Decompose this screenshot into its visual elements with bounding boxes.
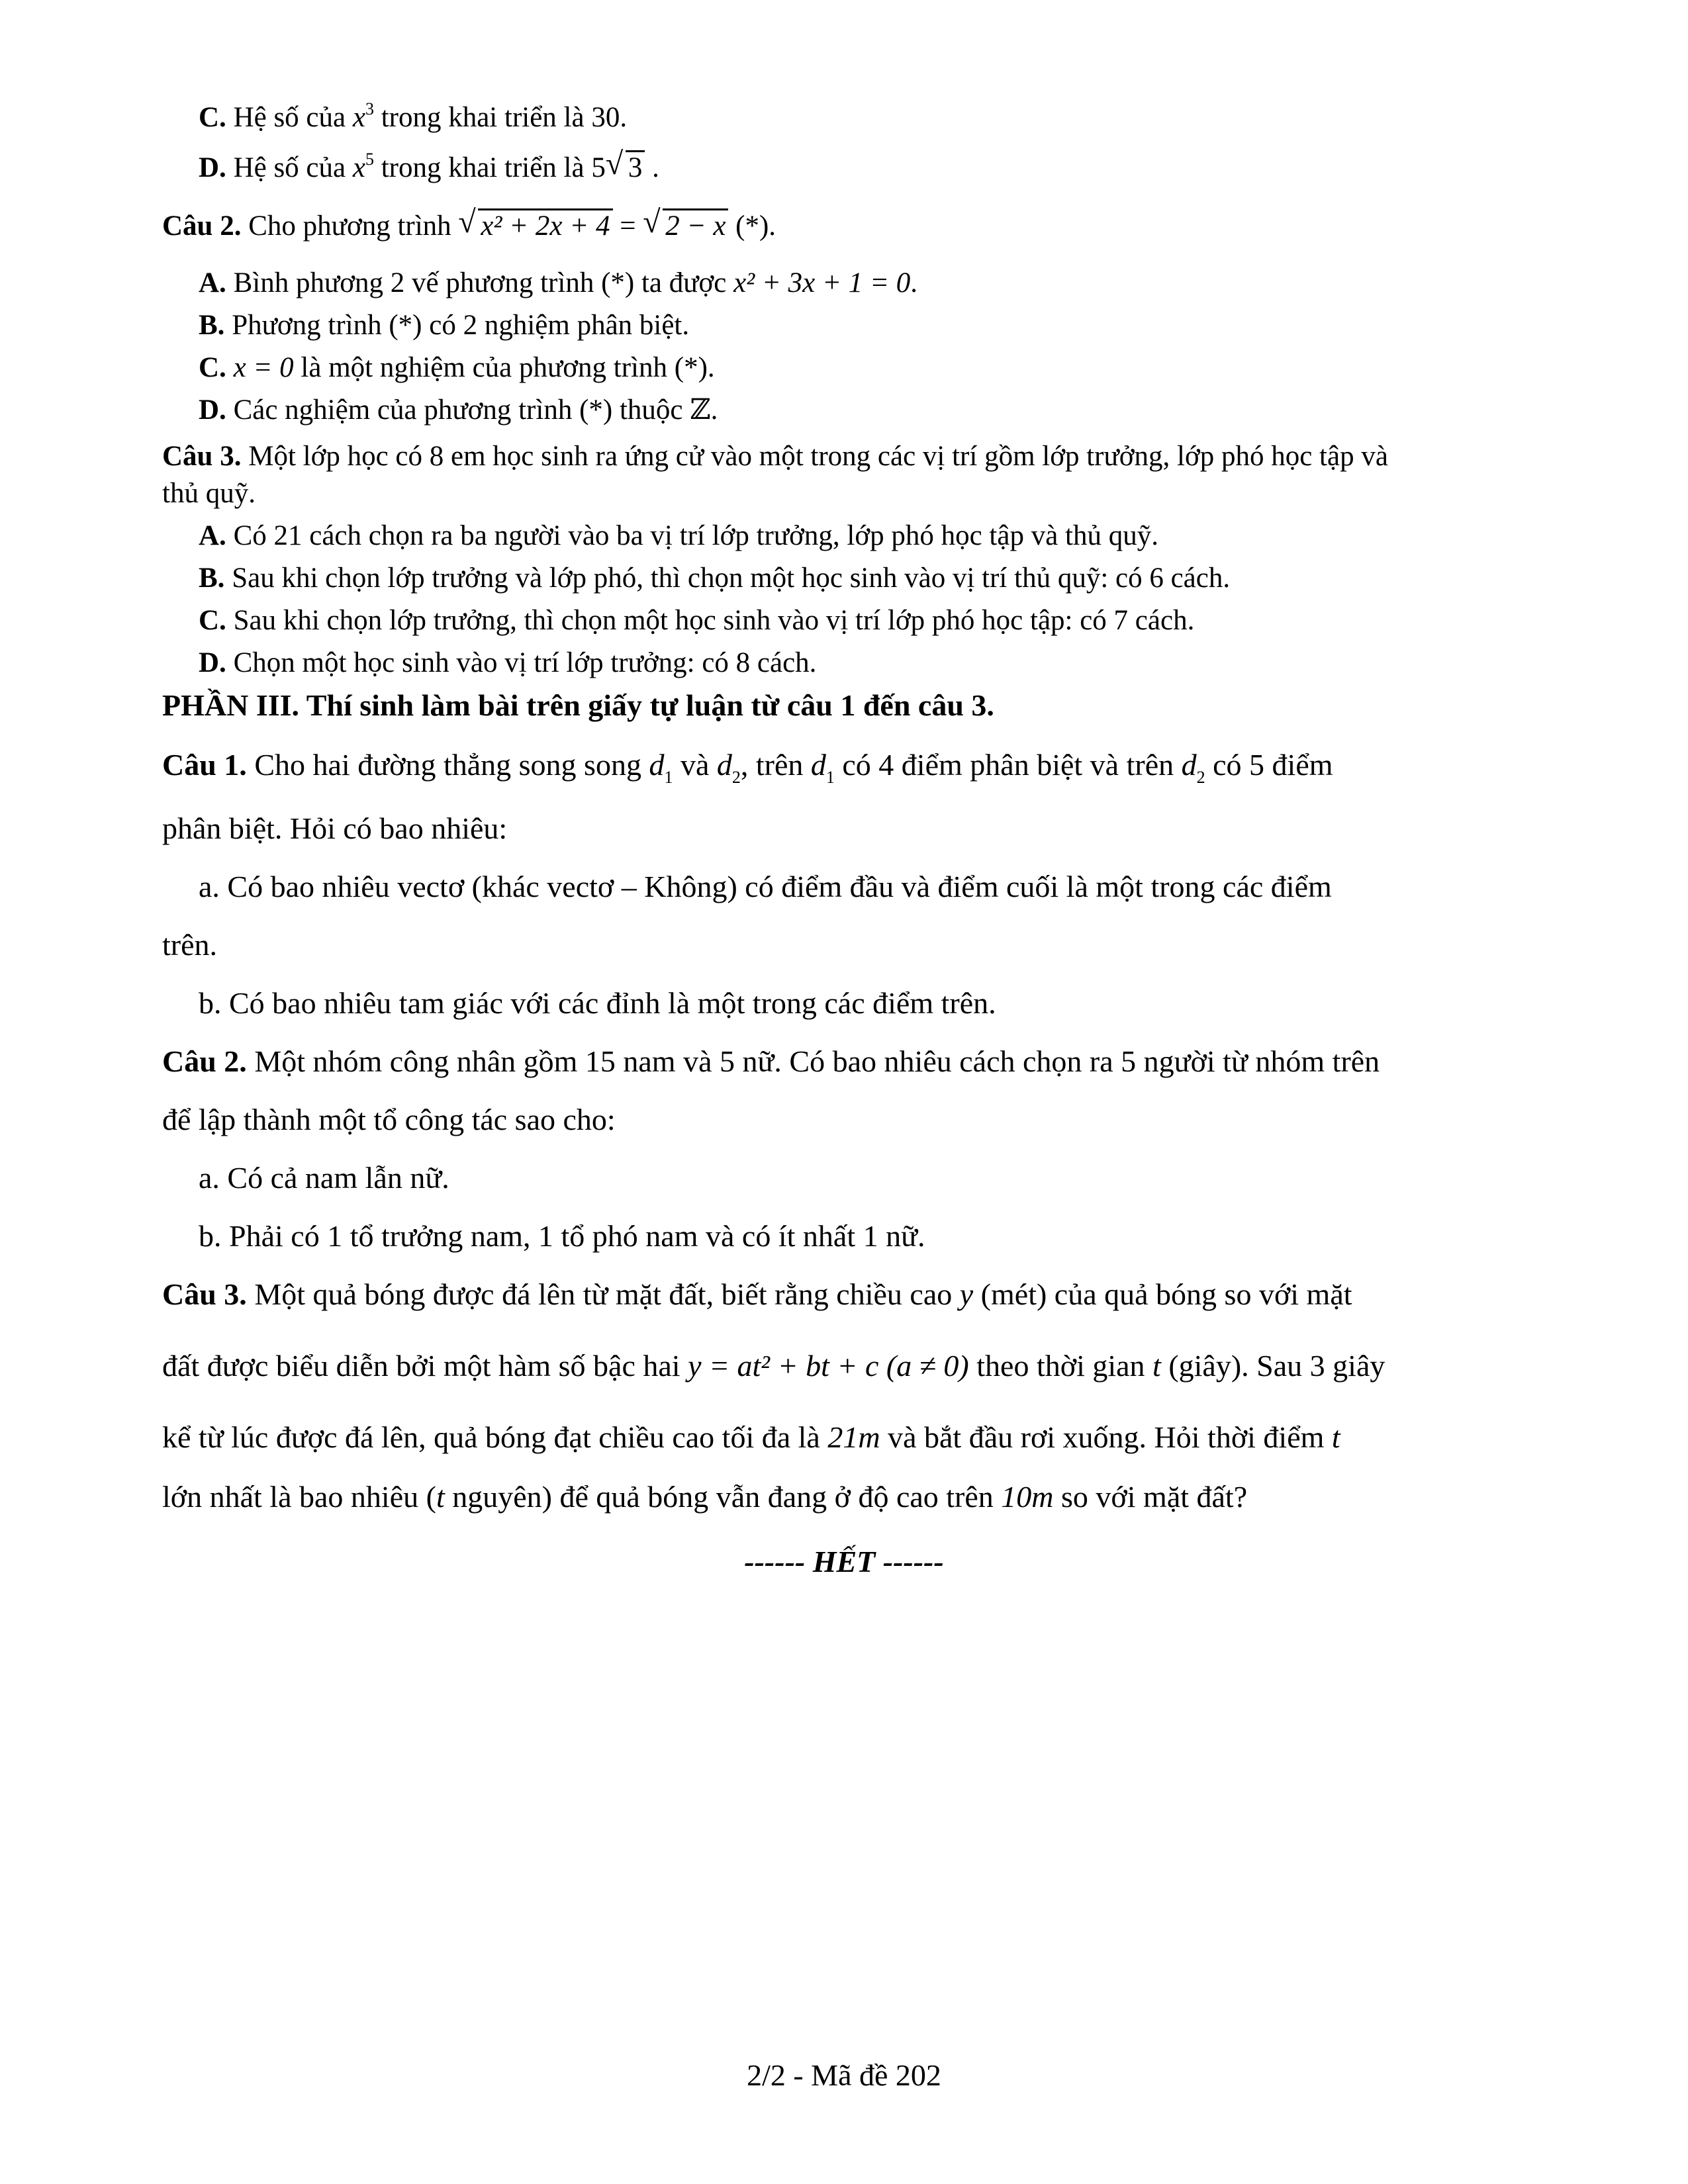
math-var: t xyxy=(1152,1349,1161,1383)
option-label: D. xyxy=(199,152,226,183)
essay3-line4 xyxy=(162,1477,1247,1517)
radicand: 3 xyxy=(626,150,645,183)
sqrt-symbol: √ 3 xyxy=(606,148,645,188)
subscript: 2 xyxy=(1196,768,1205,787)
question-text: so với mặt đất? xyxy=(1061,1480,1248,1514)
math-var: d xyxy=(1181,748,1197,782)
question-text: và xyxy=(680,748,710,782)
q2-stem xyxy=(162,206,776,246)
math-var: t xyxy=(436,1480,445,1514)
q2-option-a xyxy=(199,263,917,303)
essay2-part-a: a. Có cả nam lẫn nữ. xyxy=(199,1161,449,1195)
punct: . xyxy=(710,394,718,426)
math-var: d xyxy=(810,748,826,782)
option-text: Các nghiệm của phương trình (*) thuộc xyxy=(233,394,683,426)
q3-option-c xyxy=(199,601,1194,641)
question-label: Câu 3. xyxy=(162,441,242,472)
q3-option-d xyxy=(199,643,816,683)
option-label: C. xyxy=(199,352,226,383)
question-text: có 4 điểm phân biệt và trên xyxy=(842,748,1174,782)
quadratic-function: y = at² + bt + c (a ≠ 0) xyxy=(688,1349,969,1383)
option-label: B. xyxy=(199,563,225,594)
q3-option-a xyxy=(199,516,1158,556)
math-coef: 5 xyxy=(591,152,606,183)
math-val: 30 xyxy=(591,102,620,133)
question-text: nguyên) để quả bóng vẫn đang ở độ cao trên xyxy=(452,1480,994,1514)
option-text: Chọn một học sinh vào vị trí lớp trưởng: có 8 cách. xyxy=(233,647,817,678)
question-text: kể từ lúc được đá lên, quả bóng đạt chiều cao tối đa là xyxy=(162,1420,820,1454)
question-text: Cho hai đường thẳng song song xyxy=(254,748,641,782)
subscript: 1 xyxy=(825,768,835,787)
question-text: lớn nhất là bao nhiêu ( xyxy=(162,1480,436,1514)
q3-stem-line2 xyxy=(162,474,256,514)
q2-option-d xyxy=(199,390,718,430)
essay1-part-b: b. Có bao nhiêu tam giác với các đỉnh là một trong các điểm trên. xyxy=(199,986,996,1020)
subscript: 1 xyxy=(664,768,673,787)
part3-title: PHẦN III. Thí sinh làm bài trên giấy tự luận từ câu 1 đến câu 3. xyxy=(162,688,994,722)
essay1-part-a-line1: a. Có bao nhiêu vectơ (khác vectơ – Không) có điểm đầu và điểm cuối là một trong các điểm xyxy=(199,870,1332,903)
question-label: Câu 2. xyxy=(162,1044,247,1078)
option-text: Phương trình (*) có 2 nghiệm phân biệt. xyxy=(232,310,690,341)
essay2-line1 xyxy=(162,1042,1380,1081)
question-text: và bắt đầu rơi xuống. Hỏi thời điểm xyxy=(888,1420,1325,1454)
question-text: thủ quỹ. xyxy=(162,478,256,509)
sqrt-lhs: √ x² + 2x + 4 xyxy=(458,206,612,246)
q3-option-b xyxy=(199,559,1230,598)
question-text: Một quả bóng được đá lên từ mặt đất, biết rằng chiều cao xyxy=(254,1277,953,1311)
prev-option-c xyxy=(199,98,627,141)
option-text: là một nghiệm của phương trình (*). xyxy=(301,352,715,383)
equals-sign: = xyxy=(620,210,636,242)
punct: . xyxy=(652,152,659,183)
option-label: A. xyxy=(199,267,226,298)
essay2-part-b: b. Phải có 1 tổ trưởng nam, 1 tổ phó nam và có ít nhất 1 nữ. xyxy=(199,1219,925,1253)
option-text: trong khai triển là xyxy=(381,152,585,183)
question-text: Một lớp học có 8 em học sinh ra ứng cử vào một trong các vị trí gồm lớp trưởng, lớp phó học tập và xyxy=(248,441,1388,472)
math-value: 21m xyxy=(827,1420,880,1454)
question-text: Cho phương trình xyxy=(248,210,451,242)
math-var: t xyxy=(1331,1420,1340,1454)
equation-tag: (*). xyxy=(735,210,776,242)
option-label: B. xyxy=(199,310,225,341)
option-text: Có 21 cách chọn ra ba người vào ba vị trí lớp trưởng, lớp phó học tập và thủ quỹ. xyxy=(233,520,1158,551)
page-footer: 2/2 - Mã đề 202 xyxy=(747,2058,941,2092)
option-text: Sau khi chọn lớp trưởng, thì chọn một học sinh vào vị trí lớp phó học tập: có 7 cách. xyxy=(233,605,1195,636)
math-expr: x² + 3x + 1 = 0 xyxy=(733,267,911,298)
subscript: 2 xyxy=(731,768,741,787)
option-label: C. xyxy=(199,605,226,636)
essay1-line1 xyxy=(162,745,1333,790)
option-label: C. xyxy=(199,102,226,133)
question-label: Câu 1. xyxy=(162,748,247,782)
question-text: Một nhóm công nhân gồm 15 nam và 5 nữ. Có bao nhiêu cách chọn ra 5 người từ nhóm trên xyxy=(254,1044,1380,1078)
question-label: Câu 3. xyxy=(162,1277,247,1311)
essay3-line3 xyxy=(162,1418,1340,1457)
option-label: A. xyxy=(199,520,226,551)
essay3-line2 xyxy=(162,1346,1385,1386)
option-text: trong khai triển là xyxy=(381,102,585,133)
math-var: d xyxy=(716,748,732,782)
sqrt-rhs: √ 2 − x xyxy=(643,206,728,246)
math-value: 10m xyxy=(1001,1480,1054,1514)
option-text: Hệ số của xyxy=(233,102,346,133)
question-text: có 5 điểm xyxy=(1213,748,1333,782)
prev-option-d xyxy=(199,148,659,191)
q2-option-b xyxy=(199,306,689,345)
question-label: Câu 2. xyxy=(162,210,242,242)
q3-stem-line1 xyxy=(162,437,1388,477)
question-text: (mét) của quả bóng so với mặt xyxy=(980,1277,1352,1311)
option-text: Hệ số của xyxy=(233,152,346,183)
question-text: đất được biểu diễn bởi một hàm số bậc hai xyxy=(162,1349,680,1383)
option-label: D. xyxy=(199,647,226,678)
math-expr: x = 0 xyxy=(233,352,294,383)
math-var: d xyxy=(649,748,665,782)
question-text: (giây). Sau 3 giây xyxy=(1168,1349,1385,1383)
essay1-line2: phân biệt. Hỏi có bao nhiêu: xyxy=(162,811,508,845)
math-var: y xyxy=(959,1277,974,1311)
q2-option-c xyxy=(199,348,715,388)
punct: . xyxy=(620,102,628,133)
option-label: D. xyxy=(199,394,226,426)
math-var: x xyxy=(352,102,365,133)
math-exp: 3 xyxy=(365,99,374,118)
essay2-line2: để lập thành một tổ công tác sao cho: xyxy=(162,1103,616,1136)
integer-set-symbol: ℤ xyxy=(690,394,711,426)
math-var: x xyxy=(352,152,365,183)
radicand: 2 − x xyxy=(663,208,728,242)
essay3-line1 xyxy=(162,1275,1352,1314)
question-text: , trên xyxy=(740,748,804,782)
question-text: theo thời gian xyxy=(976,1349,1145,1383)
option-text: Sau khi chọn lớp trưởng và lớp phó, thì chọn một học sinh vào vị trí thủ quỹ: có 6 cách. xyxy=(232,563,1231,594)
essay1-part-a-line2: trên. xyxy=(162,928,218,962)
option-text: Bình phương 2 vế phương trình (*) ta được xyxy=(233,267,727,298)
punct: . xyxy=(910,267,918,298)
math-exp: 5 xyxy=(365,150,374,169)
radicand: x² + 2x + 4 xyxy=(478,208,612,242)
end-marker: ------ HẾT ------ xyxy=(744,1545,944,1578)
